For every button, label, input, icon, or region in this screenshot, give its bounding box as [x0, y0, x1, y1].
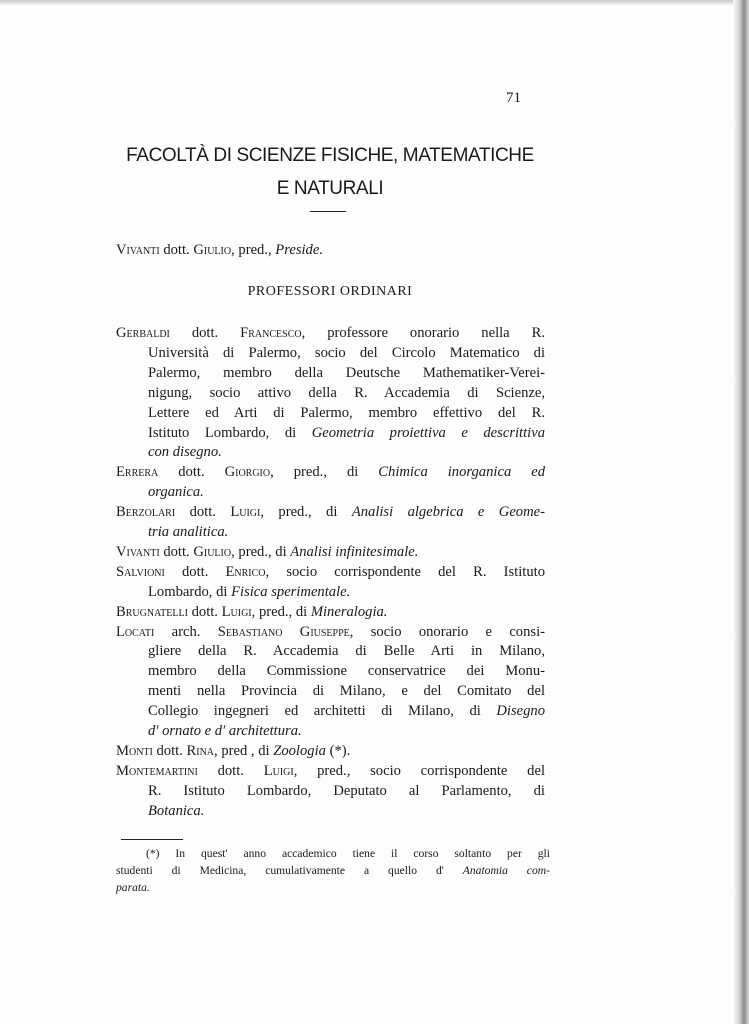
text-segment: , pred., di: [251, 603, 311, 620]
faculty-title-line2: E NATURALI: [276, 178, 384, 199]
subject-italic: Analisi infinitesimale.: [290, 543, 419, 560]
name-smallcaps: Berzolari: [116, 504, 176, 521]
name-smallcaps: Sebastiano Giuseppe: [217, 623, 350, 640]
title-rule: [310, 211, 346, 212]
subject-italic: Disegno: [496, 703, 545, 720]
name-smallcaps: Luigi: [221, 603, 252, 620]
professor-entry: [116, 761, 545, 781]
professor-entry-continuation: [148, 343, 545, 363]
text-segment: arch.: [154, 623, 218, 640]
text-segment: dott.: [159, 543, 194, 560]
subject-italic: organica.: [148, 484, 204, 501]
professor-entry: [116, 323, 545, 343]
professor-entry-continuation: [148, 363, 545, 383]
text-segment: , pred., socio corrispondente del: [293, 762, 545, 779]
name-smallcaps: Vivanti: [116, 543, 160, 560]
footnote-rule: [121, 839, 183, 840]
text-segment: dott.: [164, 563, 226, 580]
preside-line: [116, 240, 323, 260]
professor-entry-continuation: [148, 482, 204, 502]
footnote-line: [116, 879, 150, 896]
text-segment: Lombardo, di: [148, 583, 232, 600]
professor-entry-continuation: [148, 442, 222, 462]
subject-italic: Geometria proiettiva e descrittiva: [311, 424, 545, 441]
professor-entry-continuation: [148, 661, 545, 681]
professor-entry: [116, 462, 545, 482]
professor-entry-continuation: [148, 681, 545, 701]
professor-entry: [116, 542, 418, 562]
scan-right-edge: [733, 0, 749, 1024]
text-segment: dott.: [197, 762, 264, 779]
subject-italic: Botanica.: [148, 802, 205, 819]
text-segment: menti nella Provincia di Milano, e del Comitato del: [148, 683, 545, 700]
professor-entry-continuation: [148, 801, 204, 821]
text-segment: dott.: [158, 464, 225, 481]
name-smallcaps: Brugnatelli: [116, 603, 188, 620]
professor-entry-continuation: [148, 423, 545, 443]
text-segment: , pred., di: [231, 543, 291, 560]
professor-entry-continuation: [148, 582, 350, 602]
name-smallcaps: Enrico: [225, 563, 266, 580]
subject-italic: Zoologia: [273, 742, 326, 759]
name-smallcaps: Rina: [186, 742, 215, 759]
text-segment: , pred., di: [270, 464, 379, 481]
subject-italic: tria analitica.: [148, 524, 229, 540]
name-smallcaps: Giulio: [193, 242, 232, 258]
name-smallcaps: Luigi: [263, 762, 294, 779]
subject-italic: Fisica sperimentale.: [231, 583, 351, 600]
name-smallcaps: Monti: [116, 742, 153, 759]
name-smallcaps: Salvioni: [116, 563, 165, 580]
text-segment: gliere della R. Accademia di Belle Arti in Milano,: [148, 643, 545, 660]
text-segment: nigung, socio attivo della R. Accademia di Scienze,: [148, 384, 545, 401]
scan-top-edge: [0, 0, 749, 6]
text-segment: studenti di Medicina, cumulativamente a quello d': [116, 864, 463, 877]
professor-entry: [116, 622, 545, 642]
professor-entry-continuation: [148, 383, 545, 403]
text-segment: Università di Palermo, socio del Circolo Matematico di: [148, 344, 545, 361]
subject-italic: con disegno.: [148, 444, 222, 461]
text-segment: Palermo, membro della Deutsche Mathematiker-Verei-: [148, 364, 545, 381]
professor-entry-continuation: [148, 781, 545, 801]
text-segment: dott.: [152, 742, 187, 759]
text-segment: , socio onorario e consi-: [349, 623, 545, 640]
subject-italic: d' ornato e d' architettura.: [148, 723, 302, 739]
professor-entry: [116, 602, 387, 622]
text-segment: dott.: [159, 242, 194, 258]
subject-italic: parata.: [116, 881, 150, 894]
professor-entry: [116, 502, 545, 522]
subject-italic: Anatomia com-: [462, 864, 550, 877]
subject-italic: Mineralogia.: [310, 603, 388, 620]
professor-entry-continuation: [148, 641, 545, 661]
professor-entry-continuation: [148, 701, 545, 721]
name-smallcaps: Montemartini: [116, 762, 198, 779]
subject-italic: Preside.: [275, 242, 323, 258]
section-heading: PROFESSORI ORDINARI: [247, 284, 413, 299]
footnote-line: [116, 862, 550, 879]
text-segment: membro della Commissione conservatrice dei Monu-: [148, 663, 545, 680]
name-smallcaps: Luigi: [230, 504, 261, 521]
professor-entry: [116, 562, 545, 582]
text-segment: Lettere ed Arti di Palermo, membro effettivo del R.: [148, 404, 545, 421]
text-segment: R. Istituto Lombardo, Deputato al Parlamento, di: [148, 782, 545, 799]
name-smallcaps: Giulio: [193, 543, 232, 560]
text-segment: dott.: [169, 325, 241, 341]
text-segment: Istituto Lombardo, di: [148, 424, 312, 441]
subject-italic: Analisi algebrica e Geome-: [351, 504, 545, 521]
page-number: 71: [506, 90, 521, 106]
text-segment: Collegio ingegneri ed architetti di Milano, di: [148, 703, 497, 720]
text-segment: , pred , di: [214, 742, 274, 759]
text-segment: (*).: [325, 742, 351, 759]
text-segment: , pred., di: [260, 504, 352, 521]
name-smallcaps: Francesco: [240, 325, 302, 341]
text-segment: , pred.,: [231, 242, 276, 258]
name-smallcaps: Gerbaldi: [116, 325, 170, 341]
text-segment: dott.: [187, 603, 222, 620]
text-segment: , socio corrispondente del R. Istituto: [265, 563, 545, 580]
text-segment: , professore onorario nella R.: [301, 325, 545, 341]
name-smallcaps: Locati: [116, 623, 155, 640]
professor-entry-continuation: [148, 522, 228, 542]
professor-entry-continuation: [148, 721, 302, 741]
professor-entry: [116, 741, 350, 761]
name-smallcaps: Giorgio: [224, 464, 271, 481]
name-smallcaps: Errera: [116, 464, 159, 481]
text-segment: dott.: [175, 504, 231, 521]
professor-entry-continuation: [148, 403, 545, 423]
faculty-title-line1: FACOLTÀ DI SCIENZE FISICHE, MATEMATICHE: [126, 145, 534, 166]
subject-italic: Chimica inorganica ed: [378, 464, 545, 481]
name-smallcaps: Vivanti: [116, 242, 160, 258]
footnote-line: [146, 845, 550, 862]
text-segment: (*) In quest' anno accademico tiene il corso soltanto per gli: [146, 847, 550, 860]
